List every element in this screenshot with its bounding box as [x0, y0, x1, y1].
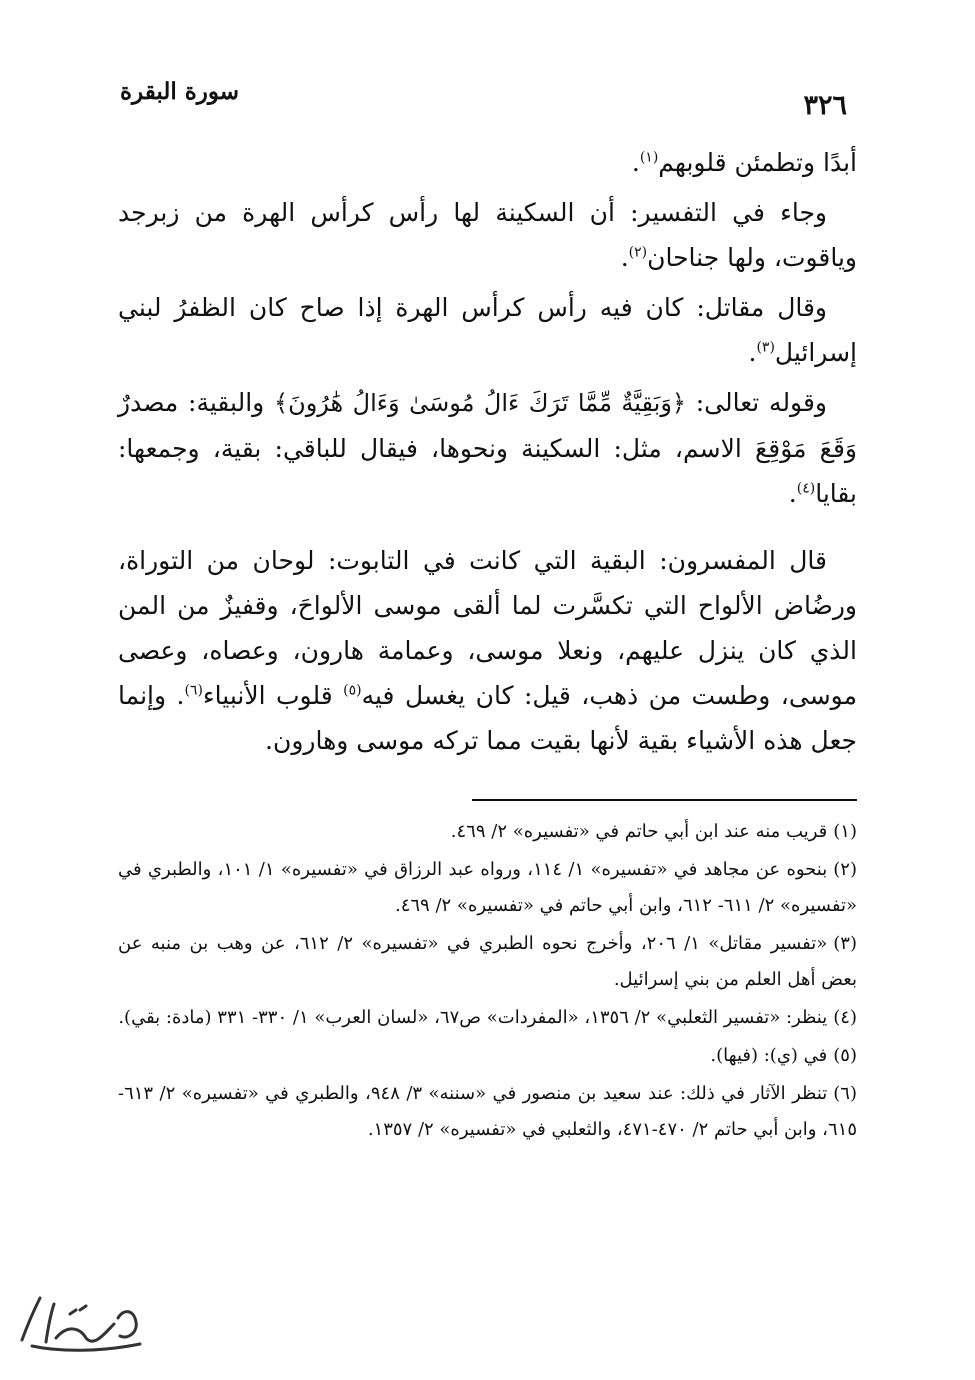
- quran-verse: ﴿وَبَقِيَّةٌ مِّمَّا تَرَكَ ءَالُ مُوسَىٰ وَءَالُ هَٰرُونَ﴾: [274, 389, 686, 417]
- footnote-2: [118, 852, 857, 924]
- footnote-ref: (٢): [628, 244, 648, 261]
- footnote-number: (٦): [833, 1083, 857, 1104]
- footnote-text: قريب منه عند ابن أبي حاتم في «تفسيره» ٢/ ٤٦٩.: [450, 821, 828, 842]
- paragraph-text: قال المفسرون: البقية التي كانت في التابوت: لوحان من التوراة، ورضُاض الألواح التي تكسَّرت لما ألقى موسى الألواحَ، وقفيزٌ من المن الذي كان ينزل عليهم، ونعلا موسى، وعمامة هارون، وعصاه، وعصى موسى، وطست من ذهب، قيل: كان يغسل فيه: [118, 546, 857, 710]
- paragraph-text: وجاء في التفسير: أن السكينة لها رأس كرأس الهرة من زبرجد وياقوت، ولها جناحان: [118, 198, 857, 272]
- footnote-3: [118, 926, 857, 998]
- calligraphy-seal-logo: [10, 1288, 150, 1358]
- footnote-ref: (١): [639, 149, 659, 166]
- footnote-text: «تفسير مقاتل» ١/ ٢٠٦، وأخرج نحوه الطبري في «تفسيره» ٢/ ٦١٢، عن وهب بن منبه عن بعض أهل العلم من بني إسرائيل.: [118, 933, 857, 990]
- footnote-6: [118, 1076, 857, 1148]
- footnote-4: [118, 1000, 857, 1036]
- page-number: ٣٢٦: [803, 90, 847, 121]
- footnote-text: بنحوه عن مجاهد في «تفسيره» ١/ ١١٤، ورواه عبد الرزاق في «تفسيره» ١/ ١٠١، والطبري في «تفسيره» ٢/ ٦١١- ٦١٢، وابن أبي حاتم في «تفسيره» ٢/ ٤٦٩.: [118, 859, 857, 916]
- paragraph-text: وقال مقاتل: كان فيه رأس كرأس الهرة إذا صاح كان الظفرُ لبني إسرائيل: [118, 293, 857, 367]
- footnote-number: (١): [833, 821, 857, 842]
- paragraph-5: [118, 538, 857, 763]
- paragraph-end: .: [748, 338, 757, 367]
- paragraph-4: [118, 380, 857, 516]
- footnote-number: (٤): [833, 1007, 857, 1028]
- footnote-separator: [472, 799, 857, 801]
- paragraph-text: أبدًا وتطمئن قلوبهم: [658, 148, 857, 177]
- footnote-1: [118, 814, 857, 850]
- paragraph-2: [118, 190, 857, 280]
- paragraph-3: [118, 285, 857, 375]
- paragraph-text: والبقية: مصدرٌ وَقَعَ مَوْقِعَ الاسم، مثل: السكينة ونحوها، فيقال للباقي: بقية، وجمعها: بقايا: [118, 388, 857, 508]
- footnote-number: (٣): [833, 933, 857, 954]
- footnote-number: (٥): [833, 1045, 857, 1066]
- paragraph-text: . وإنما جعل هذه الأشياء بقية لأنها بقيت مما تركه موسى وهارون.: [118, 681, 857, 755]
- paragraph-end: .: [788, 479, 797, 508]
- footnote-ref: (٤): [796, 480, 816, 497]
- footnote-text: ينظر: «تفسير الثعلبي» ٢/ ١٣٥٦، «المفردات» ص٦٧، «لسان العرب» ١/ ٣٣٠- ٣٣١ (مادة: بقي).: [118, 1007, 828, 1028]
- footnotes: [118, 814, 857, 1150]
- paragraph-end: .: [620, 243, 629, 272]
- footnote-ref: (٣): [756, 339, 775, 356]
- paragraph-end: .: [631, 148, 640, 177]
- main-text: [118, 140, 857, 768]
- paragraph-text: وقوله تعالى:: [685, 388, 828, 417]
- footnote-number: (٢): [833, 859, 857, 880]
- paragraph-text: قلوب الأنبياء: [202, 681, 344, 710]
- footnote-ref: (٥): [343, 682, 362, 699]
- running-title: سورة البقرة: [120, 78, 240, 105]
- footnote-text: في (ي): (فيها).: [710, 1045, 828, 1066]
- footnote-5: [118, 1038, 857, 1074]
- paragraph-1: [118, 140, 857, 185]
- footnote-text: تنظر الآثار في ذلك: عند سعيد بن منصور في «سننه» ٣/ ٩٤٨، والطبري في «تفسيره» ٢/ ٦١٣- ٦١٥، وابن أبي حاتم ٢/ ٤٧٠-٤٧١، والثعلبي في «تفسيره» ٢/ ١٣٥٧.: [118, 1083, 857, 1140]
- page-header: [120, 78, 855, 121]
- footnote-ref: (٦): [184, 682, 203, 699]
